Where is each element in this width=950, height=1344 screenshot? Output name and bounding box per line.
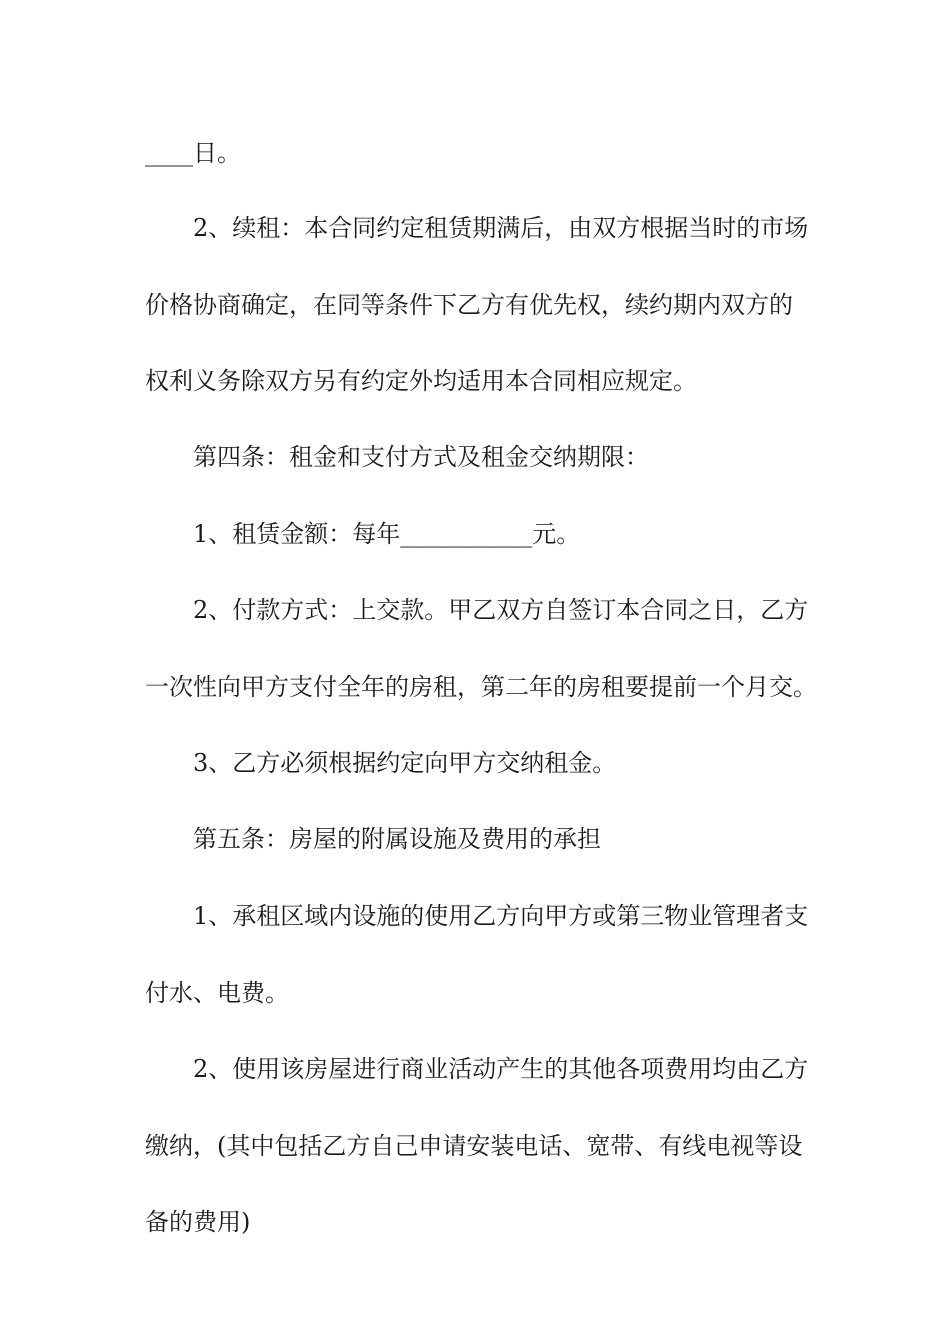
paragraph-payment-method [145, 572, 815, 725]
text-line: 备的费用) [145, 1208, 251, 1236]
text-line: 缴纳，(其中包括乙方自己申请安装电话、宽带、有线电视等设 [145, 1131, 803, 1160]
text-line: 第四条：租金和支付方式及租金交纳期限： [193, 443, 649, 471]
text-line: 2、使用该房屋进行商业活动产生的其他各项费用均由乙方 [193, 1055, 809, 1083]
text-line: 2、续租：本合同约定租赁期满后，由双方根据当时的市场 [193, 214, 809, 242]
text-line: 3、乙方必须根据约定向甲方交纳租金。 [193, 749, 617, 777]
text-line: ____日。 [145, 139, 241, 167]
paragraph-rent-obligation [145, 725, 815, 802]
text-line: 一次性向甲方支付全年的房租，第二年的房租要提前一个月交。 [145, 672, 817, 701]
paragraph-utilities [145, 878, 815, 1031]
paragraph-rent-amount [145, 496, 815, 573]
text-line: 第五条：房屋的附属设施及费用的承担 [193, 825, 601, 853]
text-line: 付水、电费。 [145, 978, 289, 1007]
text-line: 价格协商确定，在同等条件下乙方有优先权，续约期内双方的 [145, 290, 793, 319]
paragraph-other-fees [145, 1031, 815, 1261]
section-heading-article-5 [145, 801, 815, 878]
text-line: 1、租赁金额：每年___________元。 [193, 520, 581, 548]
text-line: 2、付款方式：上交款。甲乙双方自签订本合同之日，乙方 [193, 596, 809, 624]
paragraph-term-end [145, 115, 815, 192]
paragraph-renewal [145, 190, 815, 420]
text-line: 1、承租区域内设施的使用乙方向甲方或第三物业管理者支 [193, 902, 809, 930]
text-line: 权利义务除双方另有约定外均适用本合同相应规定。 [145, 367, 697, 395]
section-heading-article-4 [145, 419, 815, 496]
